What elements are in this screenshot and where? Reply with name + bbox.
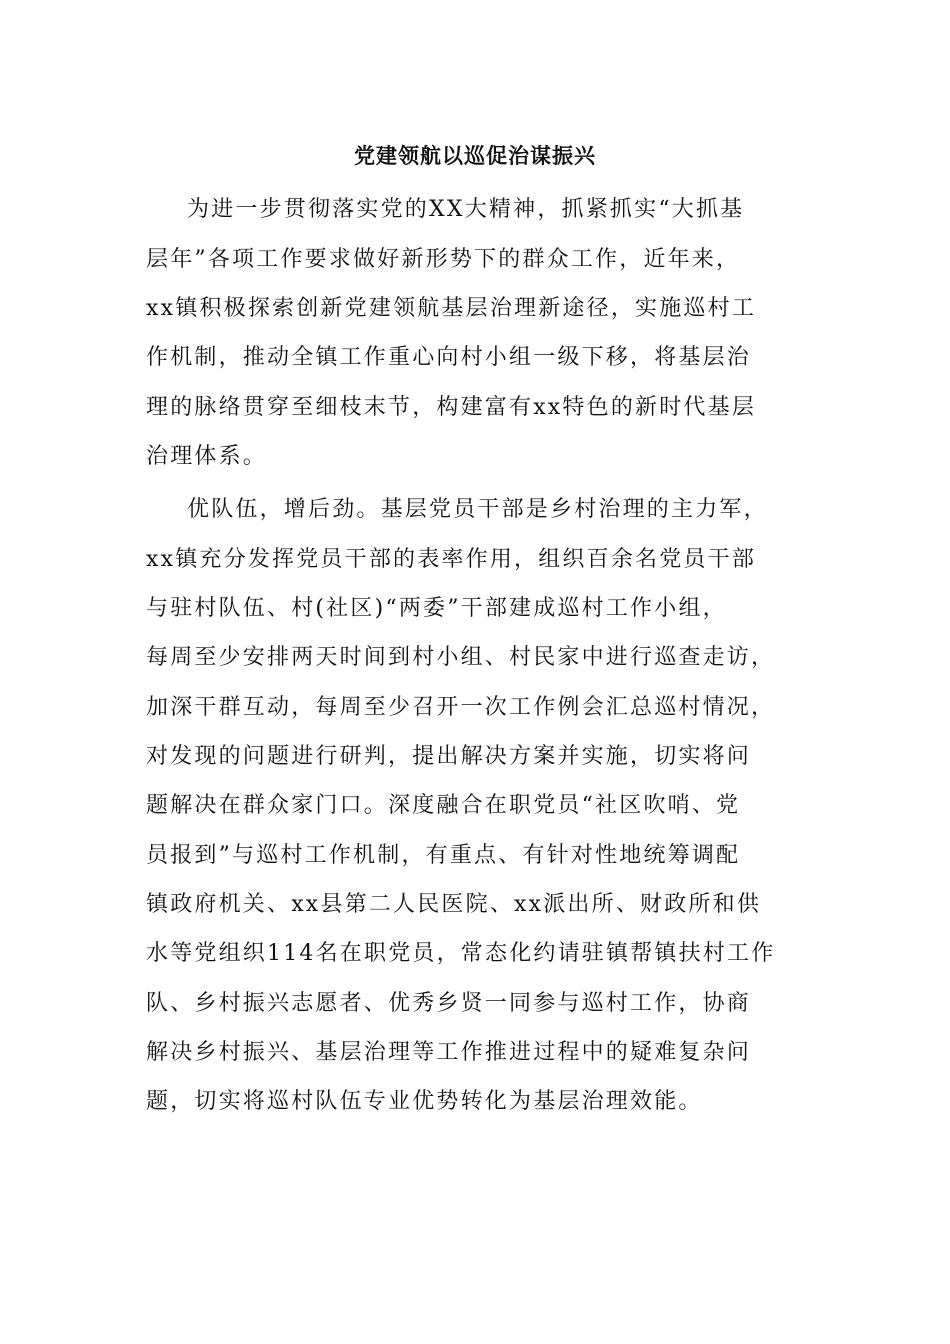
paragraph-line: 理的脉络贯穿至细枝末节，构建富有xx特色的新时代基层: [146, 395, 757, 420]
paragraph-line: xx镇积极探索创新党建领航基层治理新途径，实施巡村工: [146, 296, 757, 321]
paragraph-line: 作机制，推动全镇工作重心向村小组一级下移，将基层治: [146, 345, 752, 370]
paragraph-line: 对发现的问题进行研判，提出解决方案并实施，切实将问: [146, 744, 752, 769]
paragraph-line: 加深干群互动，每周至少召开一次工作例会汇总巡村情况，: [146, 695, 776, 720]
paragraph-line: 队、乡村振兴志愿者、优秀乡贤一同参与巡村工作，协商: [146, 991, 752, 1016]
paragraph-line: 解决乡村振兴、基层治理等工作推进过程中的疑难复杂问: [146, 1040, 752, 1065]
paragraph-line: 镇政府机关、xx县第二人民医院、xx派出所、财政所和供: [146, 892, 762, 917]
paragraph-line: 员报到”与巡村工作机制，有重点、有针对性地统筹调配: [146, 843, 741, 868]
paragraph-line: xx镇充分发挥党员干部的表率作用，组织百余名党员干部: [146, 547, 757, 572]
paragraph-line: 每周至少安排两天时间到村小组、村民家中进行巡查走访，: [146, 645, 776, 670]
paragraph-line: 治理体系。: [146, 444, 268, 469]
paragraph-line: 水等党组织114名在职党员，常态化约请驻镇帮镇扶村工作: [146, 941, 776, 966]
paragraph-line: 为进一步贯彻落实党的XX大精神，抓紧抓实“大抓基: [187, 197, 745, 222]
document-title: 党建领航以巡促治谋振兴: [354, 143, 596, 168]
paragraph-line: 题解决在群众家门口。深度融合在职党员“社区吹哨、党: [146, 793, 741, 818]
paragraph-line: 题，切实将巡村队伍专业优势转化为基层治理效能。: [146, 1089, 703, 1114]
paragraph-line: 层年”各项工作要求做好新形势下的群众工作，近年来，: [146, 247, 741, 272]
paragraph-line: 与驻村队伍、村(社区)“两委”干部建成巡村工作小组，: [146, 596, 727, 621]
paragraph-line: 优队伍，增后劲。基层党员干部是乡村治理的主力军，: [187, 497, 768, 522]
